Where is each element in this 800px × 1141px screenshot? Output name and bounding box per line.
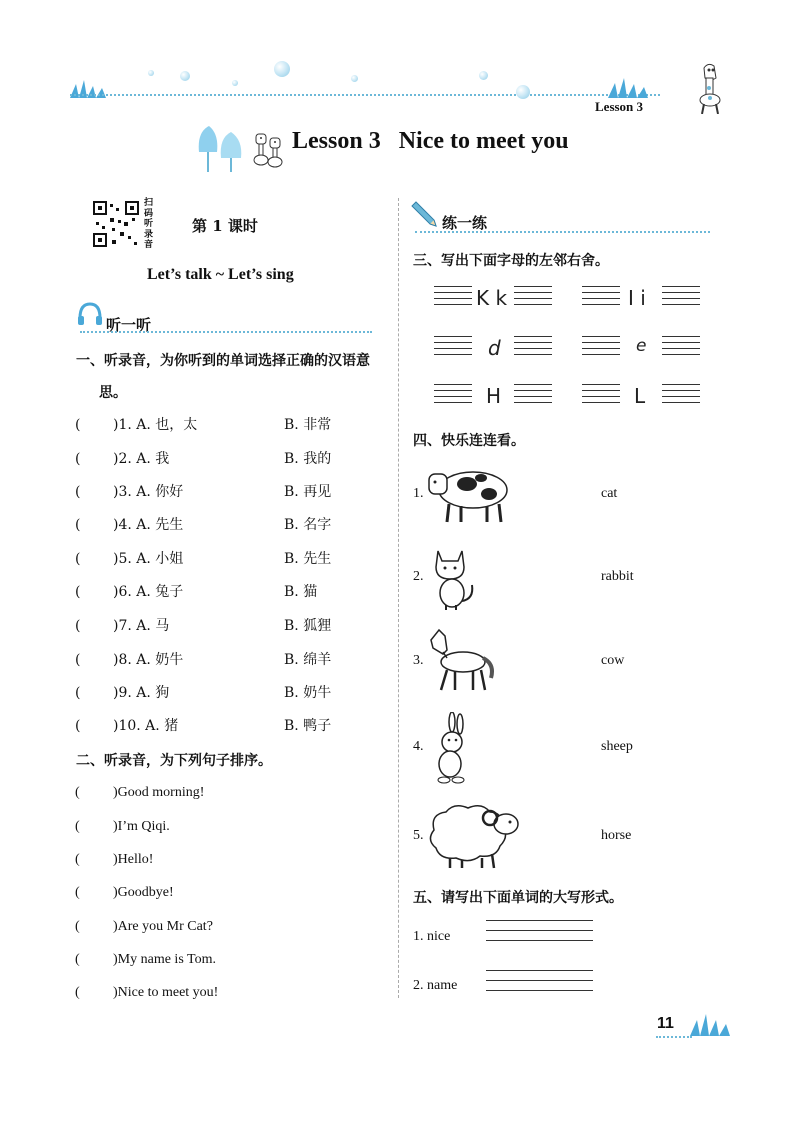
answer-blank[interactable]: (: [75, 985, 80, 1000]
q2-item: [75, 783, 385, 803]
tree-decoration-icon: [193, 122, 249, 178]
q1-title: 一、听录音，为你听到的单词选择正确的汉语意: [76, 353, 370, 369]
footer-rule: [656, 1036, 692, 1038]
bubble-decor: [274, 61, 290, 77]
cat-picture-icon[interactable]: [428, 545, 478, 615]
writing-lines[interactable]: [486, 920, 593, 950]
qr-label-char: 听: [144, 219, 154, 229]
letter-item: L: [634, 384, 646, 408]
option-b: B. 奶牛: [284, 685, 332, 701]
answer-blank[interactable]: (: [75, 484, 81, 500]
writing-lines[interactable]: [514, 286, 552, 310]
q1-item: [75, 415, 385, 435]
letter-item: I i: [628, 286, 646, 310]
option-a: )4. A. 先生: [113, 517, 184, 533]
lesson-tag: Lesson 3: [595, 99, 644, 114]
lesson-subtitle: Let’s talk ~ Let’s sing: [147, 266, 294, 283]
q2-item: [75, 817, 385, 837]
headphones-icon: [76, 300, 104, 332]
option-a: )8. A. 奶牛: [113, 652, 184, 668]
qr-label-char: 录: [144, 229, 154, 240]
option-a: )10. A. 猪: [113, 718, 179, 734]
writing-lines[interactable]: [514, 384, 552, 408]
answer-blank[interactable]: (: [75, 517, 81, 533]
qr-label-char: 扫: [144, 198, 154, 208]
option-a: )3. A. 你好: [113, 484, 184, 500]
section-rule: [80, 331, 372, 333]
answer-blank[interactable]: (: [75, 417, 81, 433]
page-number: 11: [657, 1015, 674, 1032]
answer-blank[interactable]: (: [75, 718, 81, 734]
column-divider: [398, 198, 399, 998]
section-title-practice: 练一练: [442, 214, 488, 232]
page-title: Lesson 3 Nice to meet you: [292, 128, 569, 154]
rabbit-picture-icon[interactable]: [428, 712, 468, 788]
q2-item: [75, 983, 385, 1003]
horse-picture-icon[interactable]: [425, 628, 497, 696]
writing-lines[interactable]: [434, 384, 472, 408]
q1-item: [75, 716, 385, 736]
q3-title: 三、写出下面字母的左邻右舍。: [413, 253, 609, 269]
match-number: 4.: [413, 739, 424, 754]
answer-blank[interactable]: (: [75, 652, 81, 668]
option-b: B. 我的: [284, 451, 332, 467]
answer-blank[interactable]: (: [75, 551, 81, 567]
qr-label: [144, 198, 154, 251]
sheep-picture-icon[interactable]: [426, 800, 522, 874]
letter-item: e: [636, 336, 647, 356]
option-a: )9. A. 狗: [113, 685, 170, 701]
answer-blank[interactable]: (: [75, 952, 80, 967]
writing-lines[interactable]: [582, 286, 620, 310]
q1-title-cont: 思。: [99, 385, 127, 401]
cow-picture-icon[interactable]: [425, 462, 513, 528]
qr-label-char: 码: [144, 208, 154, 219]
q1-item: [75, 616, 385, 636]
qr-label-char: 音: [144, 240, 154, 250]
pencil-icon: [410, 198, 440, 232]
answer-blank[interactable]: (: [75, 919, 80, 934]
qr-code-icon: [92, 200, 140, 252]
match-word[interactable]: horse: [601, 828, 632, 843]
footer-grass-icon: [690, 1014, 730, 1040]
letter-item: K k: [476, 286, 508, 310]
q1-item: [75, 449, 385, 469]
option-b: B. 猫: [284, 584, 318, 600]
q2-item: [75, 883, 385, 903]
q5-word: 1. nice: [413, 929, 451, 944]
q1-item: [75, 683, 385, 703]
q2-item: [75, 917, 385, 937]
bubble-decor: [351, 75, 358, 82]
period-label: 第 1 课时: [192, 217, 258, 235]
match-number: 5.: [413, 828, 424, 843]
q1-item: [75, 582, 385, 602]
header-grass-left: [70, 80, 106, 102]
letter-item: H: [486, 384, 502, 408]
q5-title: 五、请写出下面单词的大写形式。: [413, 890, 623, 906]
bubble-decor: [232, 80, 238, 86]
q2-item: [75, 850, 385, 870]
option-b: B. 名字: [284, 517, 332, 533]
answer-blank[interactable]: (: [75, 618, 81, 634]
writing-lines[interactable]: [662, 286, 700, 310]
sentence: )I’m Qiqi.: [113, 819, 170, 834]
sentence: )Hello!: [113, 852, 154, 867]
writing-lines[interactable]: [434, 336, 472, 360]
bubble-decor: [479, 71, 488, 80]
writing-lines[interactable]: [662, 384, 700, 408]
bubble-decor: [180, 71, 190, 81]
bubble-decor: [148, 70, 154, 76]
sentence: )My name is Tom.: [113, 952, 216, 967]
option-b: B. 绵羊: [284, 652, 332, 668]
writing-lines[interactable]: [582, 384, 620, 408]
option-b: B. 再见: [284, 484, 332, 500]
writing-lines[interactable]: [514, 336, 552, 360]
option-a: )6. A. 兔子: [113, 584, 184, 600]
header-rule: [70, 94, 660, 96]
option-a: )2. A. 我: [113, 451, 170, 467]
option-a: )7. A. 马: [113, 618, 170, 634]
giraffe-pair-icon: [248, 128, 286, 178]
match-word[interactable]: rabbit: [601, 569, 634, 584]
match-number: 3.: [413, 653, 424, 668]
q4-title: 四、快乐连连看。: [413, 433, 525, 449]
writing-lines[interactable]: [434, 286, 472, 310]
sentence: )Goodbye!: [113, 885, 174, 900]
option-b: B. 狐狸: [284, 618, 332, 634]
q2-item: [75, 950, 385, 970]
bubble-decor: [516, 85, 530, 99]
sentence: )Nice to meet you!: [113, 985, 219, 1000]
letter-grid: [434, 286, 704, 416]
writing-lines[interactable]: [486, 970, 593, 1000]
match-word[interactable]: cow: [601, 653, 625, 668]
match-number: 1.: [413, 486, 424, 501]
match-word[interactable]: cat: [601, 486, 618, 501]
sentence: )Good morning!: [113, 785, 205, 800]
answer-blank[interactable]: (: [75, 584, 81, 600]
answer-blank[interactable]: (: [75, 451, 81, 467]
match-number: 2.: [413, 569, 424, 584]
q5-word: 2. name: [413, 978, 458, 993]
section-title-listen: 听一听: [106, 316, 152, 334]
q2-title: 二、听录音，为下列句子排序。: [76, 753, 272, 769]
section-rule: [415, 231, 710, 233]
answer-blank[interactable]: (: [75, 819, 80, 834]
match-word[interactable]: sheep: [601, 739, 633, 754]
q1-item: [75, 515, 385, 535]
writing-lines[interactable]: [662, 336, 700, 360]
q1-item: [75, 482, 385, 502]
giraffe-mascot-icon: [690, 58, 726, 118]
answer-blank[interactable]: (: [75, 852, 80, 867]
writing-lines[interactable]: [582, 336, 620, 360]
option-b: B. 非常: [284, 417, 332, 433]
option-b: B. 鸭子: [284, 718, 332, 734]
option-a: )5. A. 小姐: [113, 551, 184, 567]
answer-blank[interactable]: (: [75, 885, 80, 900]
sentence: )Are you Mr Cat?: [113, 919, 213, 934]
answer-blank[interactable]: (: [75, 685, 81, 701]
option-b: B. 先生: [284, 551, 332, 567]
letter-item: d: [488, 336, 501, 360]
q1-item: [75, 650, 385, 670]
q1-item: [75, 549, 385, 569]
option-a: )1. A. 也，太: [113, 417, 198, 433]
answer-blank[interactable]: (: [75, 785, 80, 800]
